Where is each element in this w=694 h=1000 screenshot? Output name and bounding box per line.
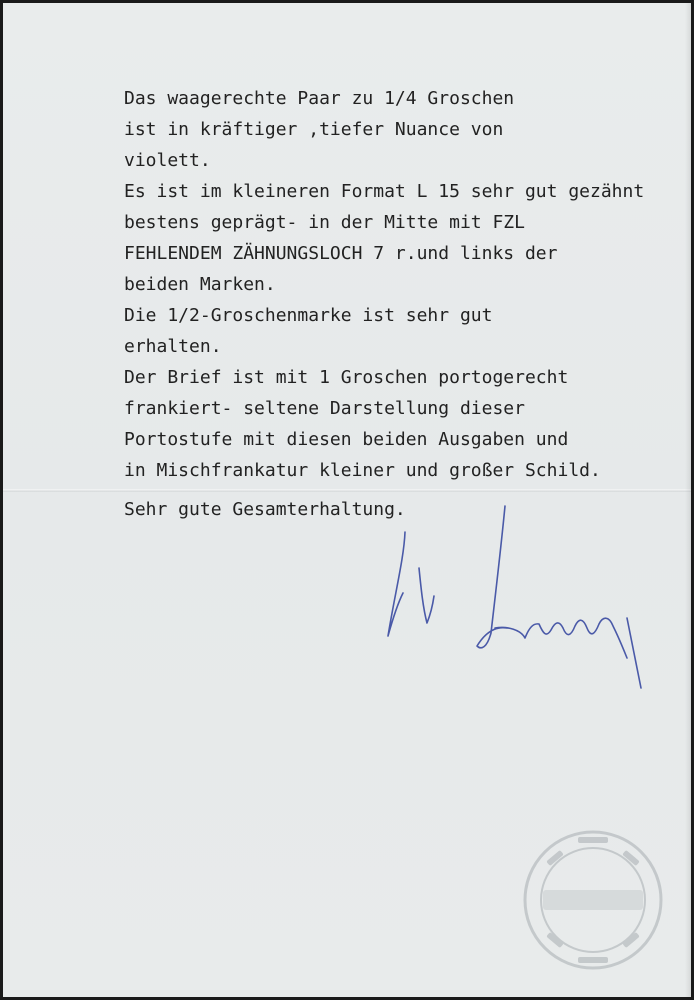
letter-page [3,3,691,997]
letter-line: Portostufe mit diesen beiden Ausgaben und [124,429,569,450]
letter-line: erhalten. [124,336,222,357]
letter-body [124,83,691,525]
letter-closing: Sehr gute Gesamterhaltung. [124,499,406,520]
letter-line: Das waagerechte Paar zu 1/4 Groschen [124,88,515,109]
letter-line: Der Brief ist mit 1 Groschen portogerecht [124,367,569,388]
letter-line: violett. [124,150,211,171]
letter-line: beiden Marken. [124,274,276,295]
letter-line: frankiert- seltene Darstellung dieser [124,398,525,419]
embossed-seal-icon [518,825,668,975]
letter-line: Es ist im kleineren Format L 15 sehr gut gezähnt [124,181,645,202]
letter-line: in Mischfrankatur kleiner und großer Schild. [124,460,601,481]
letter-line: ist in kräftiger ,tiefer Nuance von [124,119,504,140]
letter-line: bestens geprägt- in der Mitte mit FZL [124,212,525,233]
letter-line: Die 1/2-Groschenmarke ist sehr gut [124,305,493,326]
signature-icon [383,498,673,698]
letter-line: FEHLENDEM ZÄHNUNGSLOCH 7 r.und links der [124,243,558,264]
